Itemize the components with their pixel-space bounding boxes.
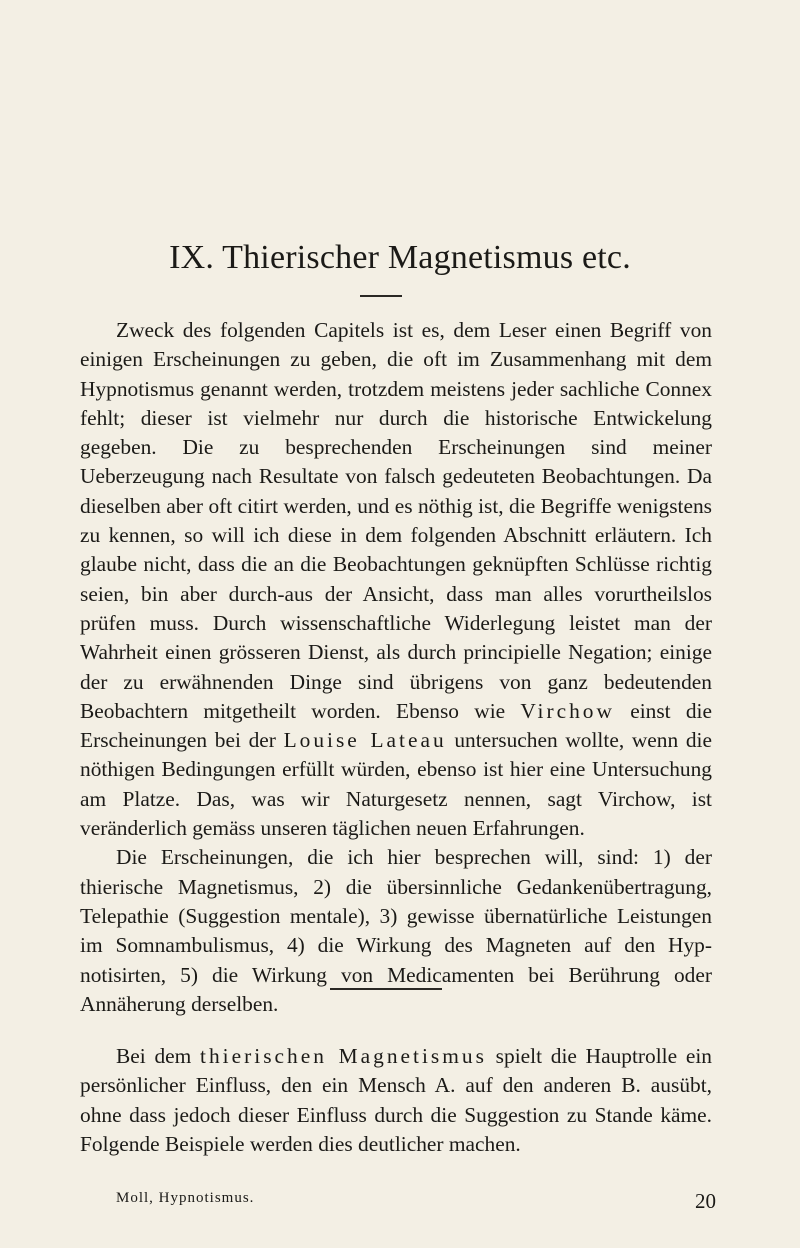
page-number: 20 bbox=[695, 1189, 716, 1213]
page-footer bbox=[116, 1188, 716, 1213]
paragraph-intro bbox=[80, 316, 712, 843]
main-text-block bbox=[80, 316, 712, 1019]
paragraph-phenomena-list: Die Erscheinungen, die ich hier besprechen will, sind: 1) der thierische Magnetismus, 2) die übersinnliche Gedankenübertragung, Telepathie (Suggestion mentale), 3) gewisse übernatürliche Leistungen im Somnambulismus, 4) die Wirkung des Magneten auf den Hyp-notisirten, 5) die Wirkung von Medicamenten bei Berührung oder Annäherung derselben. bbox=[80, 845, 712, 1016]
chapter-heading: IX. Thierischer Magnetismus etc. bbox=[169, 239, 631, 276]
spaced-name-louise-lateau: Louise Lateau bbox=[283, 728, 447, 753]
second-text-block bbox=[80, 1042, 712, 1159]
signature-mark: Moll, Hypnotismus. bbox=[116, 1190, 255, 1206]
heading-divider bbox=[360, 295, 402, 297]
paragraph-magnetism-text-2: spielt die Hauptrolle ein persönlicher Einfluss, den ein Mensch A. auf den anderen B. ausübt, ohne dass jedoch dieser Einfluss durch die Suggestion zu Stande käme. Folgende Beispiele werden dies deutlicher machen. bbox=[80, 1044, 713, 1156]
paragraph-magnetism-text-1: Bei dem bbox=[116, 1044, 201, 1068]
section-divider bbox=[330, 988, 442, 990]
spaced-name-virchow: Virchow bbox=[520, 698, 615, 723]
paragraph-intro-text-3: untersuchen wollte, wenn die nöthigen Bedingungen erfüllt würden, ebenso ist hier eine Untersuchung am Platze. Das, was wir Naturgesetz nennen, sagt Virchow, ist veränderlich gemäss unseren täglichen neuen Erfahrungen. bbox=[80, 728, 712, 841]
paragraph-intro-text-1: Zweck des folgenden Capitels ist es, dem Leser einen Begriff von einigen Erscheinungen zu geben, die oft im Zusammenhang mit dem Hypnotismus genannt werden, trotzdem meistens jeder sachliche Connex fehlt; dieser ist vielmehr nur durch die historische Entwickelung gegeben. Die zu besprechenden Erscheinungen sind meiner Ueberzeugung nach Resultate von falsch gedeuteten Beobachtungen. Da dieselben aber oft citirt werden, und es nöthig ist, die Begriffe wenigstens zu kennen, so will ich diese in dem folgenden Abschnitt erläutern. Ich glaube nicht, dass die an die Beobachtungen geknüpften Schlüsse richtig seien, bin aber durch-aus der Ansicht, dass man alles vorurtheilslos prüfen muss. Durch wissenschaftliche Widerlegung leistet man der Wahrheit einen grösseren Dienst, als durch principielle Negation; einige der zu erwähnenden Dinge sind übrigens von ganz bedeutenden Beobachtern mitgetheilt worden. Ebenso wie bbox=[80, 318, 712, 723]
paragraph-intro-text-2: einst die Erscheinungen bei der bbox=[80, 698, 712, 753]
paragraph-animal-magnetism bbox=[80, 1042, 712, 1159]
spaced-term-magnetism: thierischen Magnetismus bbox=[200, 1044, 487, 1068]
